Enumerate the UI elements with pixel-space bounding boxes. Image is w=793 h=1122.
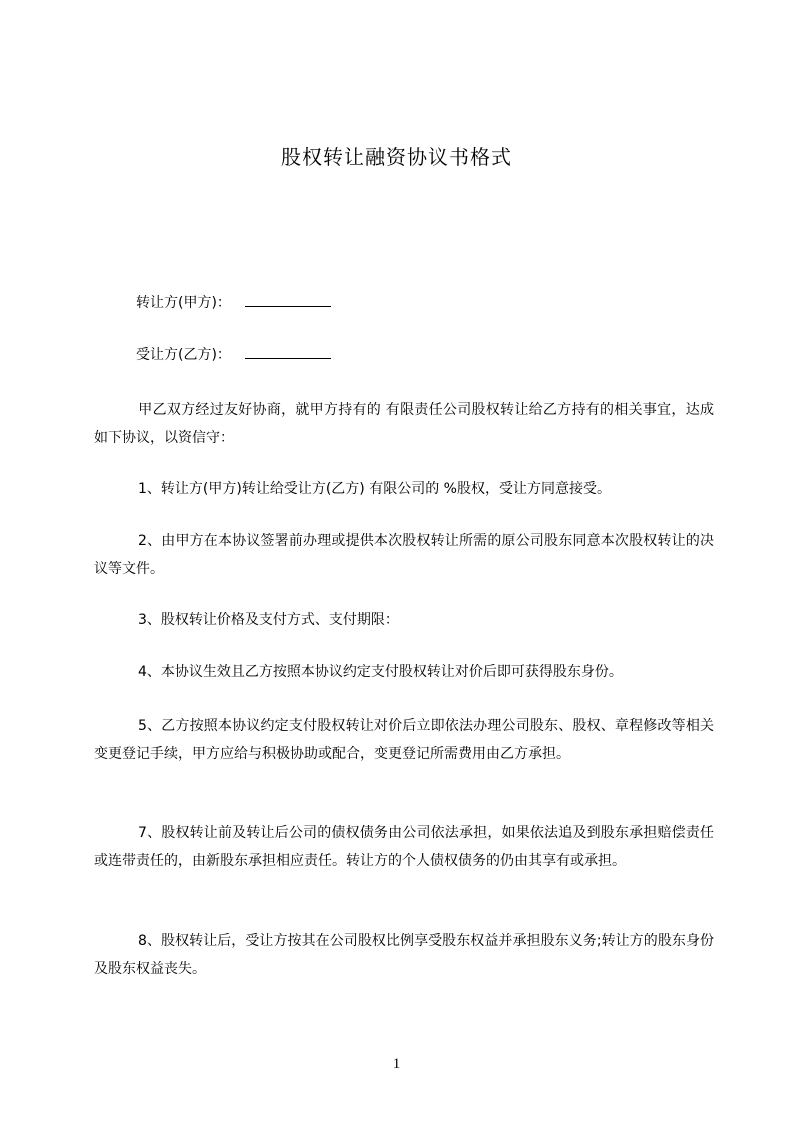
clause-text: 8、股权转让后，受让方按其在公司股权比例享受股东权益并承担股东义务;转让方的股东身份及股东权益丧失。 <box>94 933 714 977</box>
document-title: 股权转让融资协议书格式 <box>281 145 512 169</box>
clause-3 <box>94 606 714 634</box>
clause-8 <box>94 927 714 983</box>
clause-2 <box>94 527 714 583</box>
clause-5 <box>94 712 714 768</box>
clause-7 <box>94 819 714 875</box>
transferee-field <box>136 344 331 365</box>
clause-text: 7、股权转让前及转让后公司的债权债务由公司依法承担，如果依法追及到股东承担赔偿责任或连带责任的，由新股东承担相应责任。转让方的个人债权债务的仍由其享有或承担。 <box>94 825 714 869</box>
clause-4 <box>94 658 714 686</box>
clause-text: 1、转让方(甲方)转让给受让方(乙方) 有限公司的 %股权，受让方同意接受。 <box>138 481 611 497</box>
transferor-label: 转让方(甲方)： <box>136 295 231 311</box>
intro-paragraph <box>94 396 714 452</box>
intro-text: 甲乙双方经过友好协商，就甲方持有的 有限责任公司股权转让给乙方持有的相关事宜，达成如下协议，以资信守： <box>94 402 714 446</box>
transferee-blank-line <box>245 344 331 359</box>
clause-1 <box>94 475 714 503</box>
transferee-label: 受让方(乙方)： <box>136 347 231 363</box>
clause-text: 3、股权转让价格及支付方式、支付期限： <box>138 612 399 628</box>
transferor-blank-line <box>245 292 331 307</box>
clause-text: 2、由甲方在本协议签署前办理或提供本次股权转让所需的原公司股东同意本次股权转让的决议等文件。 <box>94 533 714 577</box>
clause-text: 5、乙方按照本协议约定支付股权转让对价后立即依法办理公司股东、股权、章程修改等相关变更登记手续，甲方应给与积极协助或配合，变更登记所需费用由乙方承担。 <box>94 718 714 762</box>
clause-text: 4、本协议生效且乙方按照本协议约定支付股权转让对价后即可获得股东身份。 <box>138 664 623 680</box>
transferor-field <box>136 292 331 313</box>
page-number: 1 <box>392 1056 401 1072</box>
